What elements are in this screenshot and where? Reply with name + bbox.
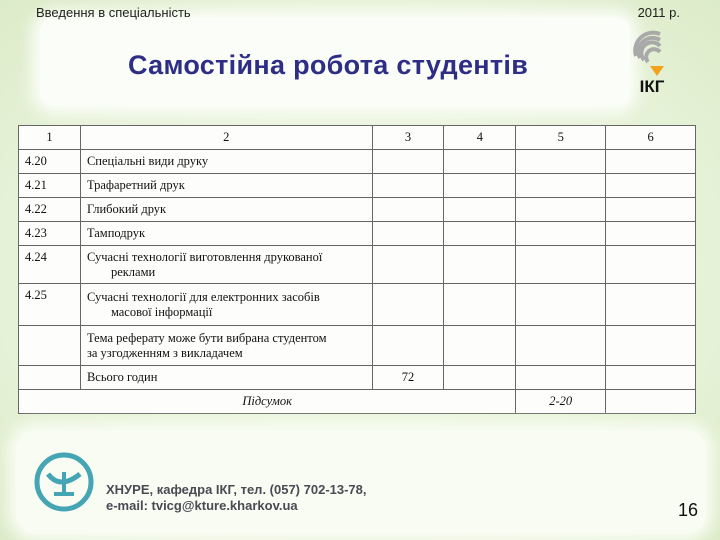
summary-label: Підсумок: [19, 390, 516, 414]
row-code: 4.25: [19, 284, 81, 326]
row-name-line1: Сучасні технології для електронних засобів: [86, 289, 320, 304]
university-logo: [32, 450, 96, 514]
table-header-row: [19, 126, 696, 150]
year-label: 2011 р.: [637, 5, 680, 20]
total-value: 72: [372, 366, 444, 390]
row-name: Глибокий друк: [80, 198, 372, 222]
row-code: 4.20: [19, 150, 81, 174]
table-summary-row: [19, 390, 696, 414]
table-row: [19, 246, 696, 284]
note-line1: Тема реферату може бути вибрана студентом: [86, 330, 327, 345]
page-number: 16: [677, 500, 698, 520]
table-note-row: [19, 326, 696, 366]
page-title: Самостійна робота студентів: [128, 50, 529, 80]
column-header: 2: [80, 126, 372, 150]
table-row: [19, 174, 696, 198]
column-header: 5: [516, 126, 606, 150]
row-name-line1: Сучасні технології виготовлення друкованої: [86, 249, 323, 264]
row-code: 4.22: [19, 198, 81, 222]
column-header: 1: [19, 126, 81, 150]
row-name-line2: реклами: [110, 264, 156, 279]
table-total-row: [19, 366, 696, 390]
row-name: Тамподрук: [80, 222, 372, 246]
table-row: [19, 284, 696, 326]
logo-text: ІКГ: [639, 77, 665, 96]
note-line2: за узгодженням з викладачем: [86, 345, 243, 360]
note-text: [80, 326, 372, 366]
row-name: [80, 284, 372, 326]
contact-line1: ХНУРЕ, кафедра ІКГ, тел. (057) 702-13-78,: [106, 482, 367, 497]
work-table: [18, 125, 696, 414]
summary-value: 2-20: [516, 390, 606, 414]
total-label: Всього годин: [80, 366, 372, 390]
row-code: 4.21: [19, 174, 81, 198]
table-row: [19, 222, 696, 246]
row-code: 4.24: [19, 246, 81, 284]
contact-line2: e-mail: tvicg@kture.kharkov.ua: [106, 498, 298, 513]
course-name: Введення в спеціальність: [36, 5, 191, 20]
row-name-line2: масової інформації: [110, 304, 213, 319]
column-header: 3: [372, 126, 444, 150]
column-header: 4: [444, 126, 516, 150]
contact-info: [106, 482, 367, 514]
row-code: 4.23: [19, 222, 81, 246]
table-row: [19, 198, 696, 222]
ikg-logo: [620, 26, 684, 98]
table-row: [19, 150, 696, 174]
column-header: 6: [606, 126, 696, 150]
row-name: [80, 246, 372, 284]
row-name: Трафаретний друк: [80, 174, 372, 198]
row-name: Спеціальні види друку: [80, 150, 372, 174]
